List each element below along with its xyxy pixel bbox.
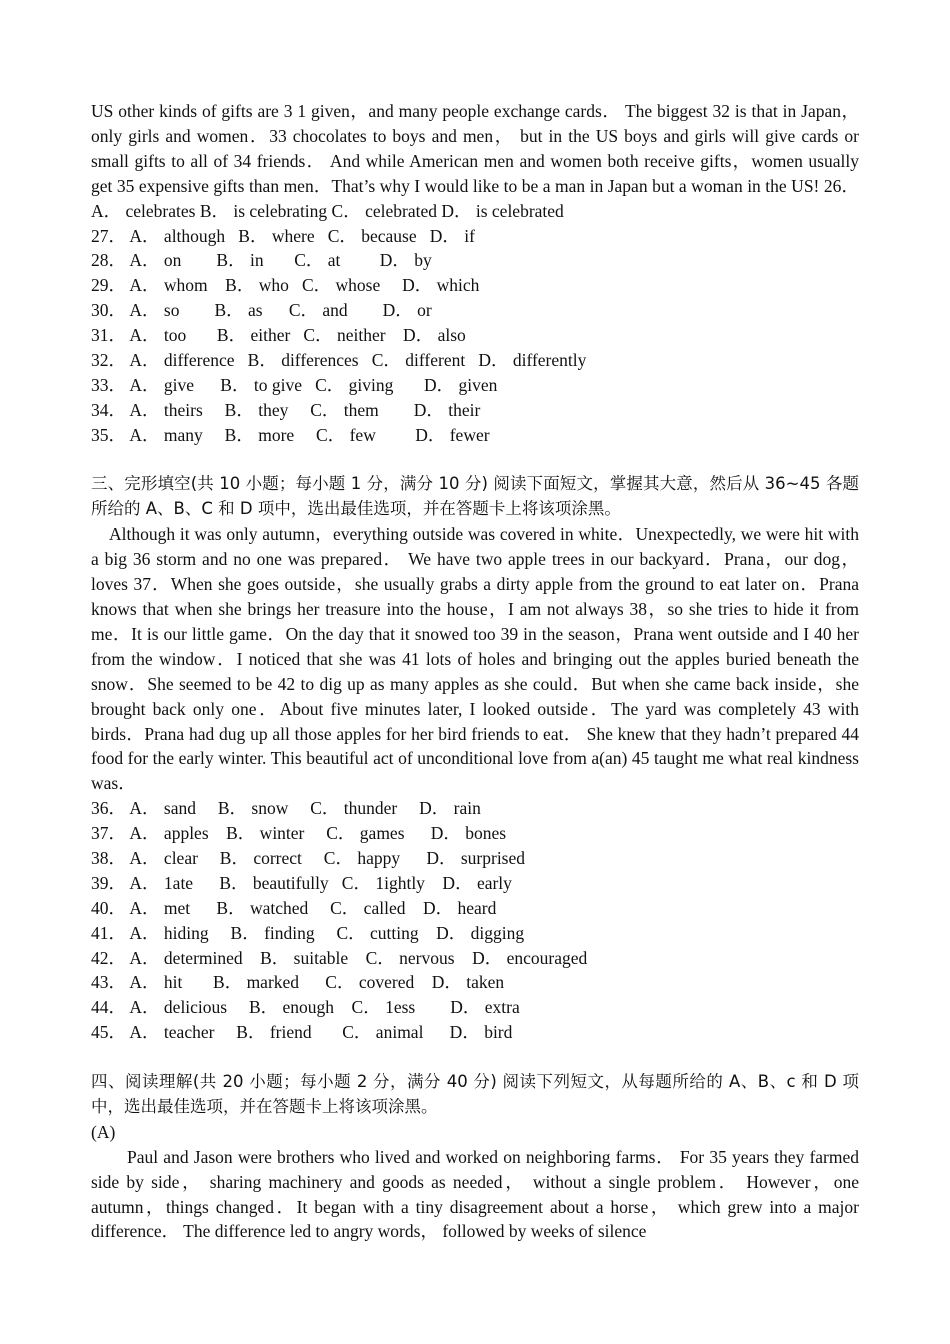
cloze-passage: Although it was only autumn，everything outside was covered in white．Unexpectedly, we were hit with a big 36 storm and no one was prepared． We have two apple trees in our backyard．Prana，our dog，loves 37．When she goes outside，she usually grabs a dirty apple from the ground to eat later on．Prana knows that when she brings her treasure into the house，I am not always 38，so she tries to hide it from me．It is our little game．On the day that it snowed too 39 in the season，Prana went outside and I 40 her from the window．I noticed that she was 41 lots of holes and bringing out the apples buried beneath the snow．She seemed to be 42 to dig up as many apples as she could．But when she came back inside，she brought back only one．About five minutes later, I looked outside．The yard was completely 43 with birds．Prana had dug up all those apples for her bird friends to eat． She knew that they hadn’t prepared 44 food for the early winter. This beautiful act of unconditional love from a(an) 45 taught me what real kindness was． (91, 524, 859, 794)
option-line: 30． A． so B． as C． and D． or (91, 300, 432, 321)
option-line: 37． A． apples B． winter C． games D． bones (91, 823, 507, 844)
option-line: 40． A． met B． watched C． called D． heard (91, 897, 497, 918)
option-line: 31． A． too B． either C． neither D． also (91, 325, 466, 346)
option-line: 39． A． 1ate B． beautifully C． 1ightly D． early (91, 872, 512, 893)
spacer (91, 1045, 859, 1070)
option-line: 33． A． give B． to give C． giving D． given (91, 374, 498, 395)
option-line: 41． A． hiding B． finding C． cutting D． digging (91, 922, 525, 943)
reading-passage-a: Paul and Jason were brothers who lived and worked on neighboring farms． For 35 years they farmed side by side， sharing machinery and goods as needed， without a single problem． However，one autumn，things changed．It began with a tiny disagreement about a horse， which grew into a major difference． The difference led to angry words， followed by weeks of silence (91, 1146, 859, 1242)
option-line: 28． A． on B． in C． at D． by (91, 250, 432, 271)
option-line: 44． A． delicious B． enough C． 1ess D． extra (91, 997, 520, 1018)
document-page (91, 99, 859, 1244)
part-label: (A) (91, 1121, 116, 1142)
passage-end-paragraph: US other kinds of gifts are 3 1 given，and many people exchange cards． The biggest 32 is that in Japan，only girls and women．33 chocolates to boys and men， but in the US boys and girls will give cards or small gifts to all of 34 friends． And while American men and women both receive gifts，women usually get 35 expensive gifts than men．That’s why I would like to be a man in Japan but a woman in the US! 26． A． celebrates B． is celebrating C． celebrated D． is celebrated (91, 101, 859, 221)
option-line: 27． A． although B． where C． because D． if (91, 225, 475, 246)
options-list-36-45 (91, 796, 859, 1045)
option-line: 45． A． teacher B． friend C． animal D． bird (91, 1022, 513, 1043)
section-4-heading: 四、阅读理解(共 20 小题；每小题 2 分，满分 40 分) 阅读下列短文，从每题所给的 A、B、c 和 D 项中，选出最佳选项，并在答题卡上将该项涂黑。 (91, 1072, 859, 1116)
option-line: 32． A． difference B． differences C． different D． differently (91, 349, 587, 370)
option-line: 43． A． hit B． marked C． covered D． taken (91, 972, 505, 993)
option-line: 34． A． theirs B． they C． them D． their (91, 399, 481, 420)
option-line: 38． A． clear B． correct C． happy D． surprised (91, 848, 526, 868)
option-line: 29． A． whom B． who C． whose D． which (91, 275, 480, 296)
options-list-27-35 (91, 224, 859, 448)
option-line: 35． A． many B． more C． few D． fewer (91, 424, 490, 445)
option-line: 42． A． determined B． suitable C． nervous D． encouraged (91, 947, 588, 968)
option-line: 36． A． sand B． snow C． thunder D． rain (91, 798, 481, 819)
spacer (91, 448, 859, 473)
section-3-heading: 三、完形填空(共 10 小题；每小题 1 分，满分 10 分) 阅读下面短文，掌握其大意，然后从 36~45 各题所给的 A、B、C 和 D 项中，选出最佳选项，并在答题卡上将该项涂黑。 (91, 474, 859, 519)
